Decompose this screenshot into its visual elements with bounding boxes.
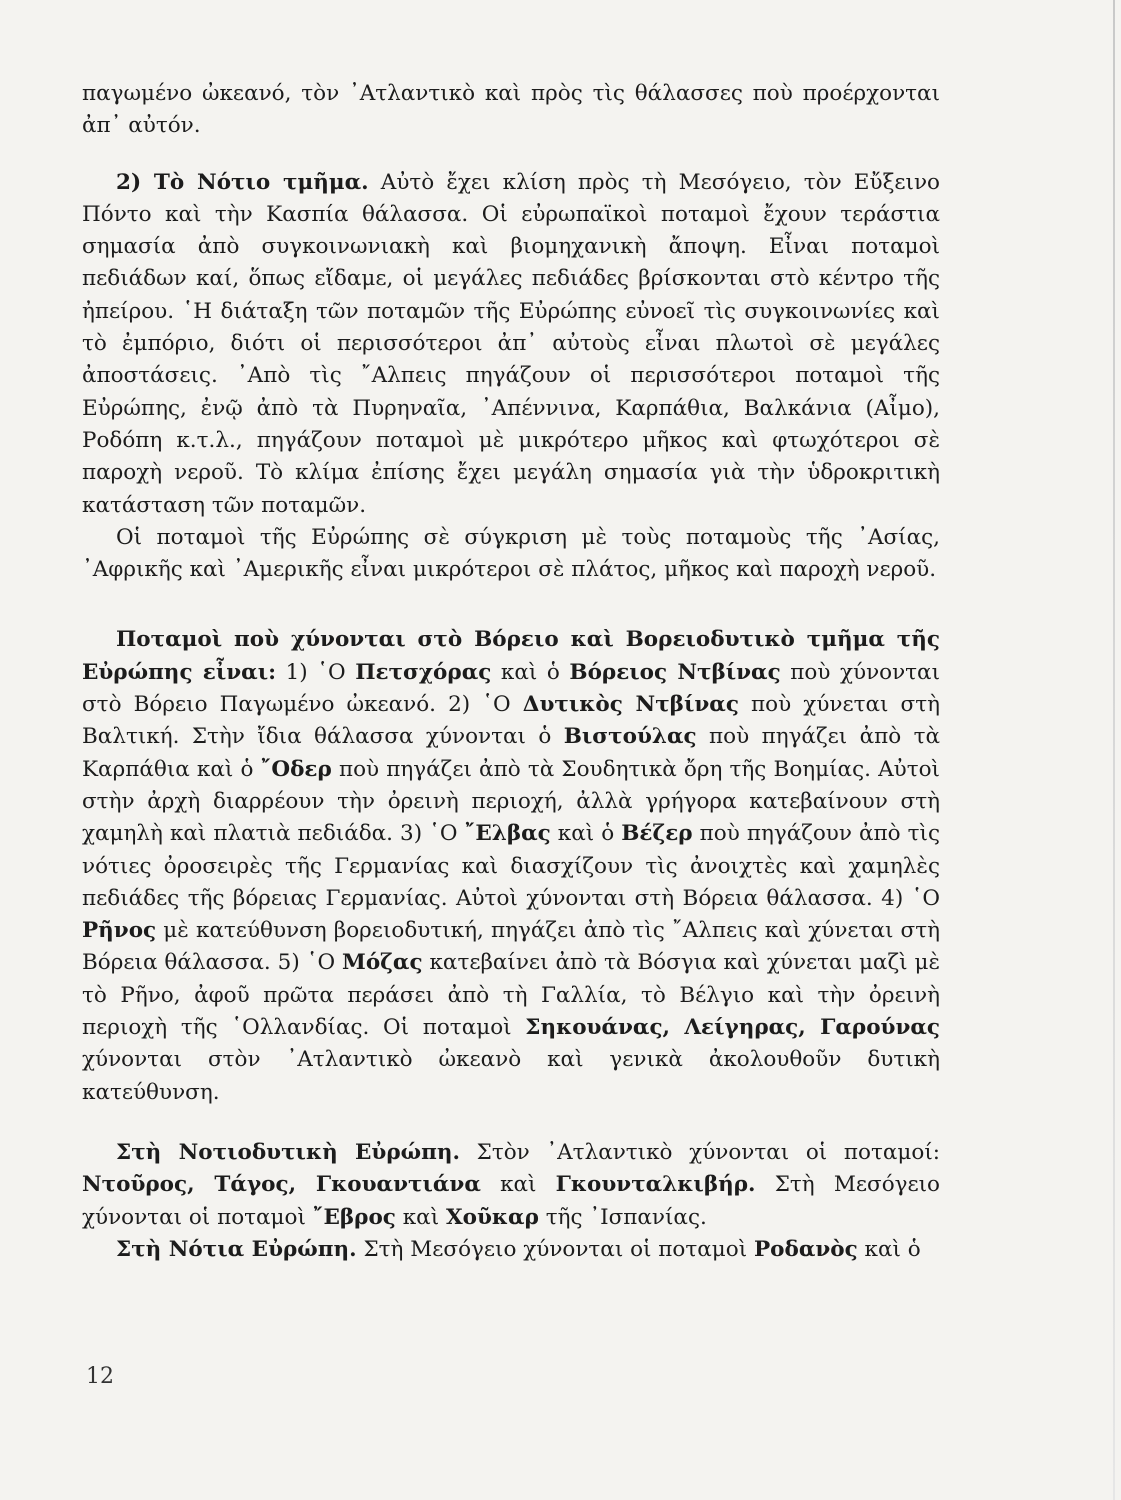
- text-run: χύνονται στὸν ᾿Ατλαντικὸ ὠκεανὸ καὶ γενικὰ ἀκολουθοῦν δυτικὴ κατεύθυνση.: [82, 1047, 940, 1105]
- bold-term: Στὴ Νότια Εὐρώπη.: [116, 1236, 357, 1262]
- paragraph-comparison: [82, 522, 940, 587]
- text-run: Στὴ Μεσόγειο χύνονται οἱ ποταμοὶ: [356, 1236, 754, 1262]
- bold-term: Μόζας: [342, 950, 423, 976]
- text-run: ποὺ πηγάζει ἀπὸ τὰ Σουδητικὰ ὄρη τῆς Βοημίας. Αὐτοὶ στὴν ἀρχὴ διαρρέουν τὴν ὀρεινὴ περιοχή, ἀλλὰ γρήγορα κατεβαίνουν στὴ χαμηλὴ καὶ πλατιὰ πεδιάδα. 3) ῾Ο: [82, 756, 940, 847]
- text-run: καὶ ὁ: [491, 659, 570, 685]
- text-run: παγωμένο ὠκεανό, τὸν ᾿Ατλαντικὸ καὶ πρὸς τὶς θάλασσες ποὺ προέρχονται ἀπ᾿ αὐτόν.: [82, 81, 940, 139]
- page-number: 12: [86, 1364, 114, 1389]
- bold-term: ῎Ελβας: [464, 821, 551, 847]
- bold-term: Ντοῦρος, Τάγος, Γκουαντιάνα: [82, 1172, 481, 1198]
- paragraph-southwest-europe: [82, 1137, 940, 1234]
- text-run: καὶ: [395, 1204, 446, 1230]
- text-run: ποὺ πηγάζει ἀπὸ τὰ Καρπάθια καὶ ὁ: [82, 724, 940, 782]
- bold-term: Ποταμοὶ ποὺ χύνονται στὸ Βόρειο καὶ Βορειοδυτικὸ τμῆμα τῆς Εὐρώπης εἶναι:: [82, 627, 940, 685]
- text-run: Αὐτὸ ἔχει κλίση πρὸς τὴ Μεσόγειο, τὸν Εὔξεινο Πόντο καὶ τὴν Κασπία θάλασσα. Οἱ εὐρωπαϊκοὶ ποταμοὶ ἔχουν τεράστια σημασία ἀπὸ συγκοινωνιακὴ καὶ βιομηχανικὴ ἄποψη. Εἶναι ποταμοὶ πεδιάδων καί, ὅπως εἴδαμε, οἱ μεγάλες πεδιάδες βρίσκονται στὸ κέντρο τῆς ἠπείρου. ῾Η διάταξη τῶν ποταμῶν τῆς Εὐρώπης εὐνοεῖ τὶς συγκοινωνίες καὶ τὸ ἐμπόριο, διότι οἱ περισσότεροι ἀπ᾿ αὐτοὺς εἶναι πλωτοὶ σὲ μεγάλες ἀποστάσεις. ᾿Απὸ τὶς ῎Αλπεις πηγάζουν οἱ περισσότεροι ποταμοὶ τῆς Εὐρώπης, ἐνῷ ἀπὸ τὰ Πυρηναῖα, ᾿Απέννινα, Καρπάθια, Βαλκάνια (Αἶμο), Ροδόπη κ.τ.λ., πηγάζουν ποταμοὶ μὲ μικρότερο μῆκος καὶ φτωχότεροι σὲ παροχὴ νεροῦ. Τὸ κλίμα ἐπίσης ἔχει μεγάλη σημασία γιὰ τὴν ὑδροκριτικὴ κατάσταση τῶν ποταμῶν.: [82, 169, 940, 518]
- text-run: 1) ῾Ο: [276, 659, 356, 685]
- bold-term: Βέζερ: [621, 821, 693, 847]
- text-run: κατεβαίνει ἀπὸ τὰ Βόσγια καὶ χύνεται μαζὶ μὲ τὸ Ρῆνο, ἀφοῦ πρῶτα περάσει ἀπὸ τὴ Γαλλία, τὸ Βέλγιο καὶ τὴν ὀρεινὴ περιοχὴ τῆς ῾Ολλανδίας. Οἱ ποταμοὶ: [82, 950, 940, 1041]
- bold-term: Στὴ Νοτιοδυτικὴ Εὐρώπη.: [116, 1139, 460, 1165]
- text-run: τῆς ᾿Ισπανίας.: [538, 1204, 707, 1230]
- bold-term: Γκουνταλκιβήρ.: [555, 1172, 756, 1198]
- text-run: μὲ κατεύθυνση βορειοδυτική, πηγάζει ἀπὸ τὶς ῎Αλπεις καὶ χύνεται στὴ Βόρεια θάλασσα. 5) ῾Ο: [82, 918, 940, 976]
- text-run: ποὺ χύνονται στὸ Βόρειο Παγωμένο ὠκεανό. 2) ῾Ο: [82, 659, 941, 718]
- bold-term: ῎Οδερ: [260, 756, 332, 782]
- text-run: ποὺ χύνεται στὴ Βαλτική. Στὴν ἴδια θάλασσα χύνονται ὁ: [82, 692, 941, 750]
- text-run: ποὺ πηγάζουν ἀπὸ τὶς νότιες ὀροσειρὲς τῆς Γερμανίας καὶ διασχίζουν τὶς ἀνοιχτὲς καὶ χαμηλὲς πεδιάδες τῆς βόρειας Γερμανίας. Αὐτοὶ χύνονται στὴ Βόρεια θάλασσα. 4) ῾Ο: [82, 821, 941, 911]
- bold-term: Χοῦκαρ: [445, 1204, 539, 1230]
- bold-term: Ρῆνος: [82, 918, 157, 944]
- text-run: καὶ ὁ: [857, 1236, 921, 1262]
- bold-term: Ροδανὸς: [753, 1236, 858, 1262]
- bold-term: Βιστούλας: [563, 724, 697, 750]
- paragraph-north-rivers: [82, 624, 940, 1108]
- bold-term: Βόρειος Ντβίνας: [569, 659, 781, 685]
- text-run: Στὴ Μεσόγειο χύνονται οἱ ποταμοὶ: [82, 1172, 940, 1230]
- text-run: καὶ ὁ: [550, 821, 622, 847]
- text-run: Στὸν ᾿Ατλαντικὸ χύνονται οἱ ποταμοί:: [459, 1139, 940, 1165]
- text-body: [82, 78, 940, 1266]
- paragraph-southern-section: [82, 167, 940, 522]
- bold-term: 2) Τὸ Νότιο τμῆμα.: [116, 169, 369, 195]
- bold-term: Σηκουάνας, Λείγηρας, Γαρούνας: [525, 1015, 941, 1041]
- page-edge: [1113, 0, 1115, 1500]
- paragraph-continuation: [82, 78, 940, 143]
- paragraph-south-europe: [82, 1234, 940, 1266]
- bold-term: ῎Εβρος: [312, 1204, 396, 1230]
- text-run: Οἱ ποταμοὶ τῆς Εὐρώπης σὲ σύγκριση μὲ τοὺς ποταμοὺς τῆς ᾿Ασίας, ᾿Αφρικῆς καὶ ᾿Αμερικῆς εἶναι μικρότεροι σὲ πλάτος, μῆκος καὶ παροχὴ νεροῦ.: [82, 524, 940, 583]
- bold-term: Πετσχόρας: [355, 659, 492, 685]
- bold-term: Δυτικὸς Ντβίνας: [522, 692, 739, 718]
- text-run: καὶ: [480, 1172, 556, 1198]
